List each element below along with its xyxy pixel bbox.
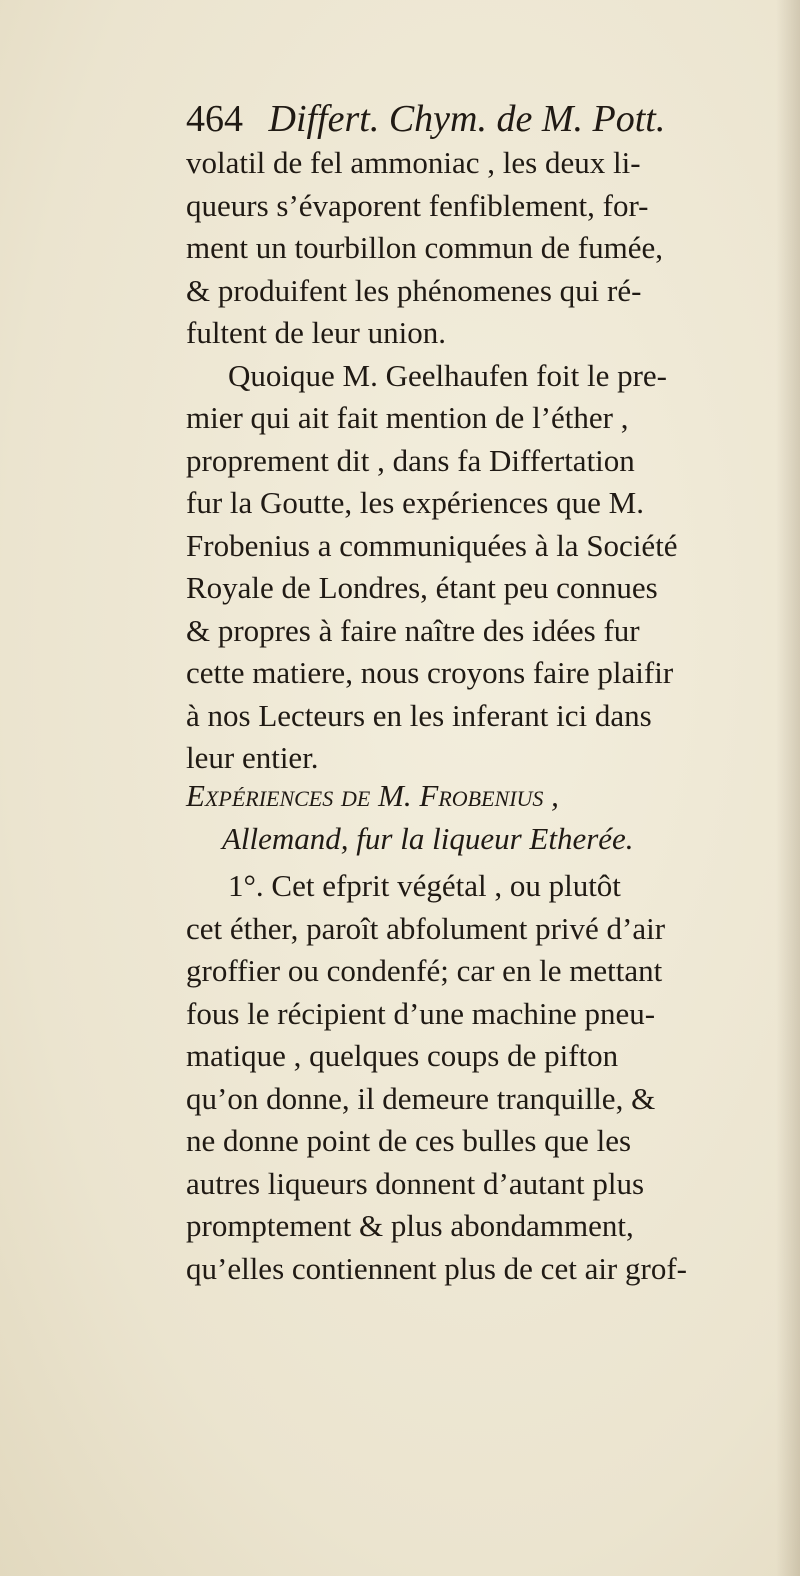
text-line: qu’elles contiennent plus de cet air grof- bbox=[186, 1250, 687, 1286]
heading-line: Allemand, fur la liqueur Etherée. bbox=[222, 820, 634, 856]
text-line: mier qui ait fait mention de l’éther , bbox=[186, 400, 629, 435]
text-line: matique , quelques coups de pifton bbox=[186, 1038, 619, 1073]
page-number: 464 bbox=[186, 98, 243, 140]
body-text-section bbox=[186, 865, 786, 1290]
text-line: autres liqueurs donnent d’autant plus bbox=[186, 1165, 645, 1201]
text-line: groffier ou condenfé; car en le mettant bbox=[186, 953, 663, 988]
text-line: leur entier. bbox=[186, 740, 319, 775]
text-line: ne donne point de ces bulles que les bbox=[186, 1123, 632, 1158]
text-line: & propres à faire naître des idées fur bbox=[186, 612, 640, 648]
text-line: volatil de fel ammoniac , les deux li- bbox=[186, 145, 641, 180]
text-line: ment un tourbillon commun de fumée, bbox=[186, 230, 663, 265]
text-line: promptement & plus abondamment, bbox=[186, 1208, 634, 1243]
section-heading bbox=[186, 775, 786, 860]
text-line: Royale de Londres, étant peu connues bbox=[186, 570, 658, 605]
text-line: Frobenius a communiquées à la Société bbox=[186, 527, 678, 563]
text-line: fultent de leur union. bbox=[186, 315, 446, 350]
text-line: cette matiere, nous croyons faire plaifir bbox=[186, 655, 674, 690]
heading-line: Expériences de M. Frobenius , bbox=[186, 778, 559, 813]
text-line: fous le récipient d’une machine pneu- bbox=[186, 995, 656, 1031]
text-line: à nos Lecteurs en les inferant ici dans bbox=[186, 697, 652, 733]
text-line: fur la Goutte, les expériences que M. bbox=[186, 485, 644, 520]
text-line: queurs s’évaporent fenfiblement, for- bbox=[186, 187, 649, 223]
text-line: cet éther, paroît abfolument privé d’air bbox=[186, 910, 666, 946]
page-header bbox=[186, 100, 665, 138]
text-line: Quoique M. Geelhaufen foit le pre- bbox=[228, 357, 668, 393]
text-line: proprement dit , dans fa Differtation bbox=[186, 442, 635, 478]
running-title: Differt. Chym. de M. Pott. bbox=[268, 98, 666, 140]
text-line: 1°. Cet efprit végétal , ou plutôt bbox=[228, 868, 621, 903]
text-line: qu’on donne, il demeure tranquille, & bbox=[186, 1080, 656, 1116]
text-line: & produifent les phénomenes qui ré- bbox=[186, 272, 642, 308]
body-text bbox=[186, 142, 786, 780]
